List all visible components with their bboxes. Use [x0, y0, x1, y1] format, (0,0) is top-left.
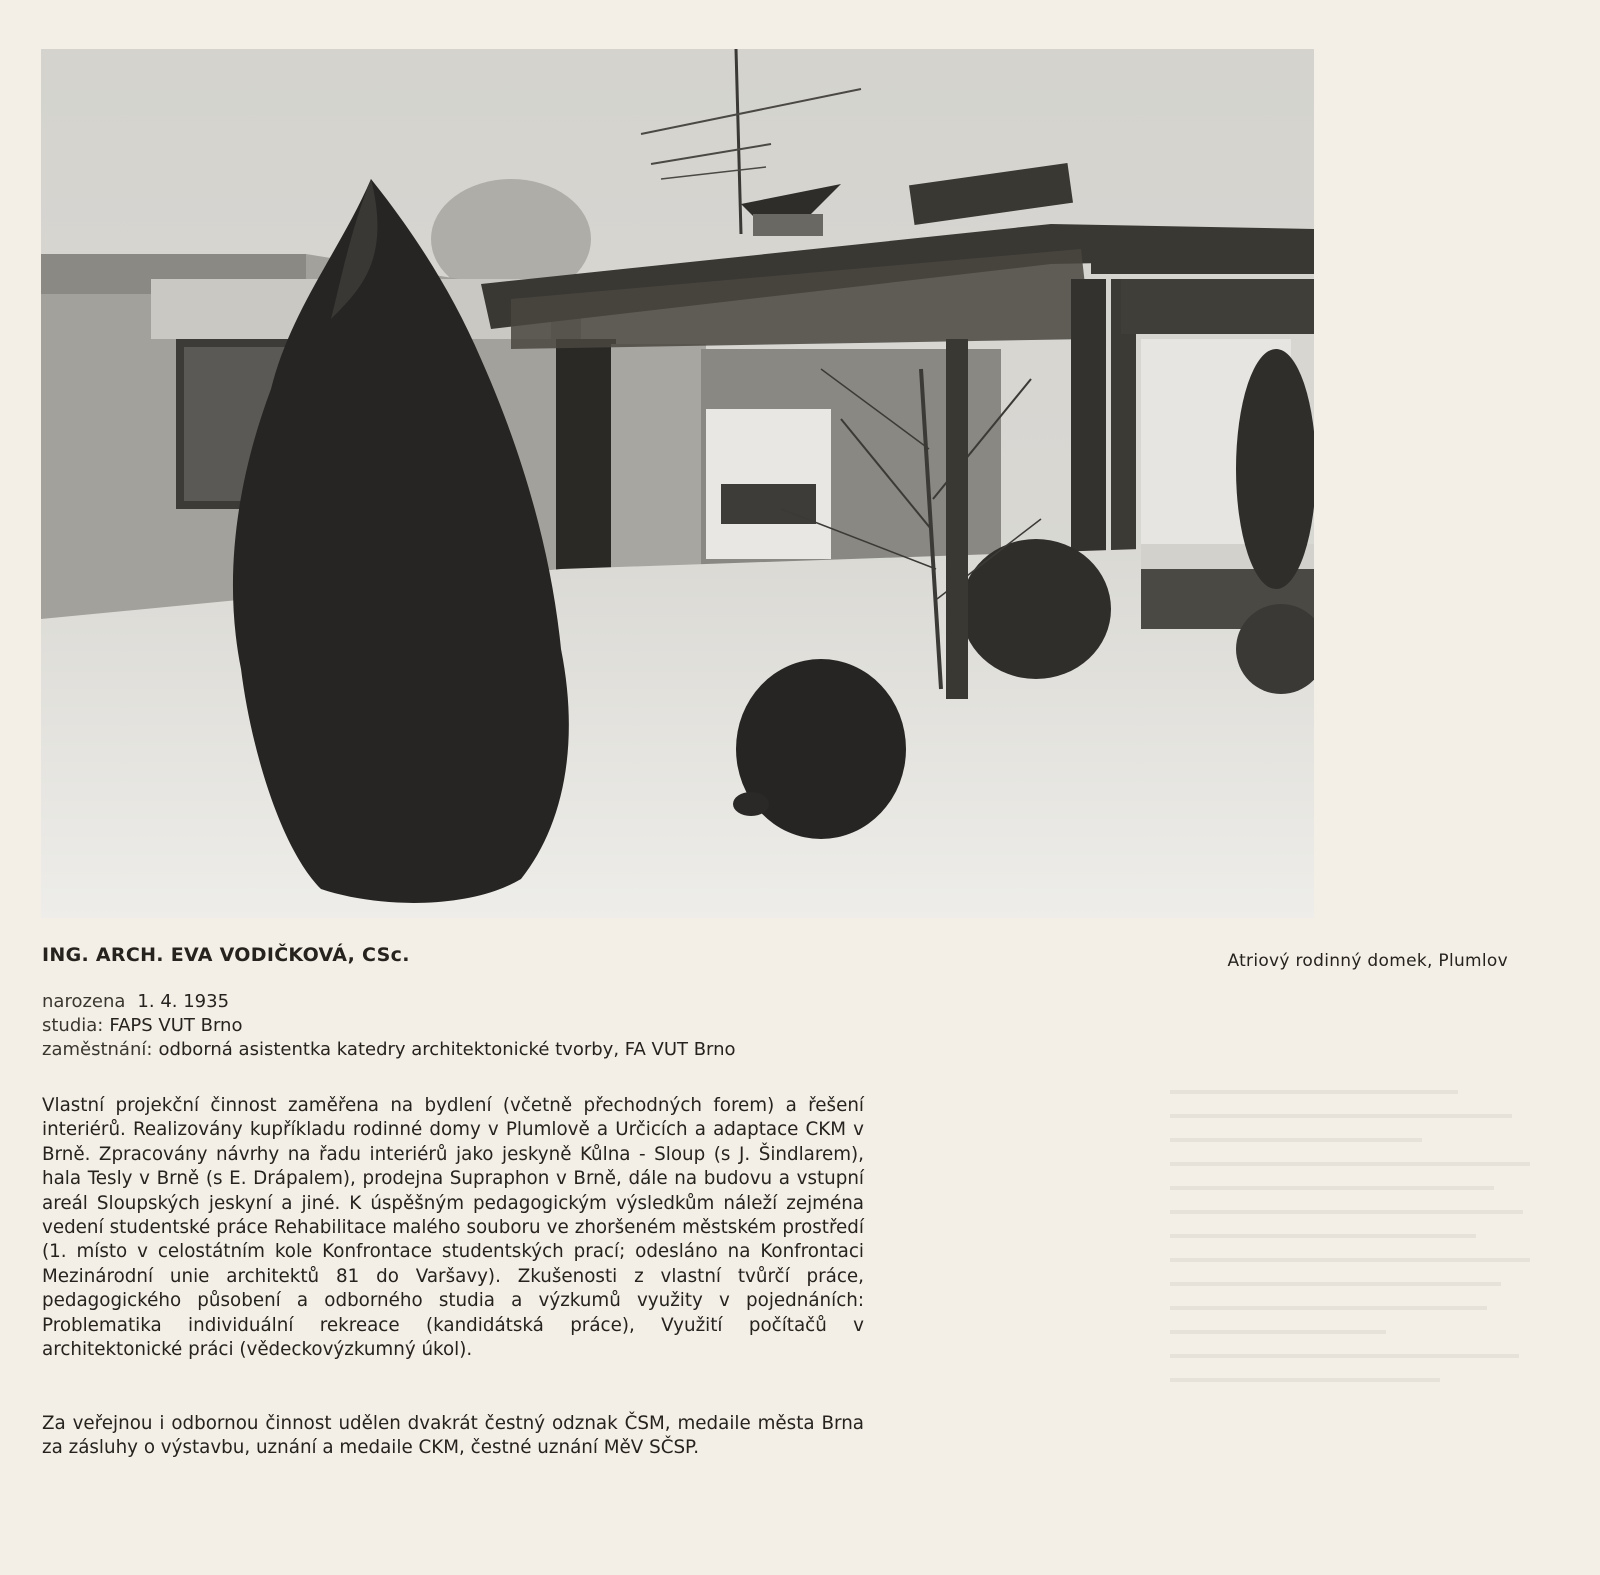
bio-job-value: odborná asistentka katedry architektonické tvorby, FA VUT Brno — [158, 1039, 736, 1060]
bio-born — [42, 990, 864, 1014]
bio-studies — [42, 1014, 864, 1038]
bio-job — [42, 1038, 864, 1062]
bio-studies-label: studia: — [42, 1015, 104, 1036]
biography-paragraph: Vlastní projekční činnost zaměřena na bydlení (včetně přechodných forem) a řešení interiérů. Realizovány kupříkladu rodinné domy v Plumlově a Určicích a adaptace CKM v Brně. Zpracovány návrhy na řadu interiérů jako jeskyně Kůlna - Sloup (s J. Šindlarem), hala Tesly v Brně (s E. Drápalem), prodejna Supraphon v Brně, dále na budovu a vstupní areál Sloupských jeskyní a jiné. K úspěšným pedagogickým výsledkům náleží zejména vedení studentské práce Rehabilitace malého souboru ve zhoršeném městském prostředí (1. místo v celostátním kole Konfrontace studentských prací; odesláno na Konfrontaci Mezinárodní unie architektů 81 do Varšavy). Zkušenosti z vlastní tvůrčí práce, pedagogického působení a odborného studia a výzkumů využity v pojednáních: Problematika individuální rekreace (kandidátská práce), Využití počítačů v architektonické práci (vědeckovýzkumný úkol). — [42, 1095, 864, 1361]
bio-born-value: 1. 4. 1935 — [137, 991, 230, 1012]
photo-caption: Atriový rodinný domek, Plumlov — [1227, 951, 1508, 971]
author-name: ING. ARCH. EVA VODIČKOVÁ, CSc. — [42, 944, 410, 966]
awards-paragraph: Za veřejnou i odbornou činnost udělen dvakrát čestný odznak ČSM, medaile města Brna za zásluhy o výstavbu, uznání a medaile CKM, čestné uznání MěV SČSP. — [42, 1413, 864, 1459]
house-photo — [41, 49, 1314, 918]
bio-studies-value: FAPS VUT Brno — [109, 1015, 243, 1036]
house-photo-image — [41, 49, 1314, 918]
bio-job-label: zaměstnání: — [42, 1039, 153, 1060]
bio-details — [42, 990, 864, 1062]
show-through-text — [1170, 1090, 1530, 1402]
bio-born-label: narozena — [42, 991, 126, 1012]
